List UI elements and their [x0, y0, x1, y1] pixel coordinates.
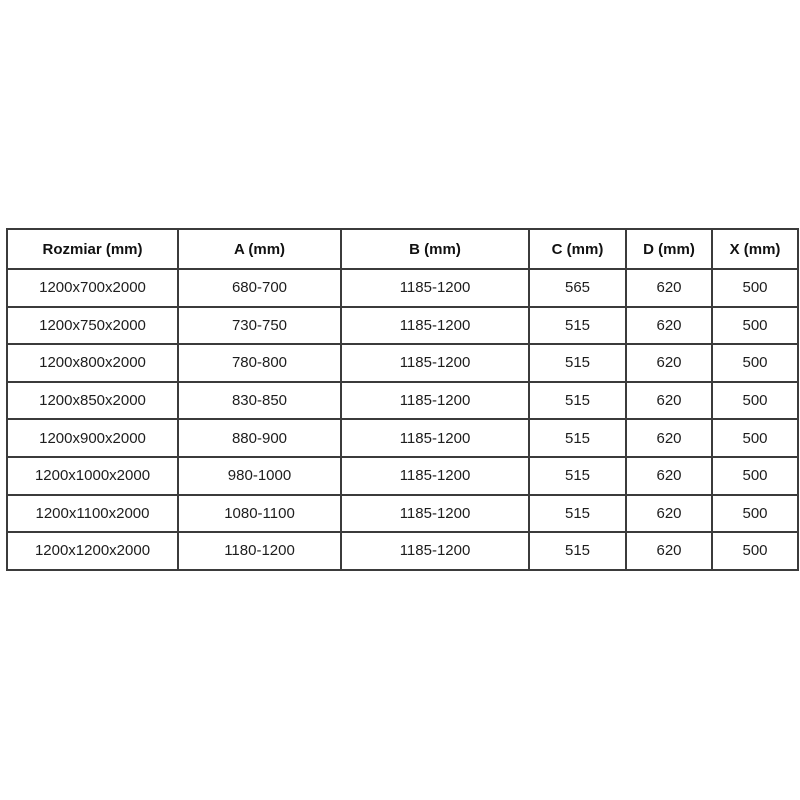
- cell-d: 620: [626, 269, 712, 307]
- cell-d: 620: [626, 495, 712, 533]
- cell-a: 1180-1200: [178, 532, 341, 570]
- cell-rozmiar: 1200x1200x2000: [7, 532, 178, 570]
- cell-d: 620: [626, 457, 712, 495]
- cell-rozmiar: 1200x850x2000: [7, 382, 178, 420]
- table-row: [7, 382, 798, 420]
- cell-rozmiar: 1200x750x2000: [7, 307, 178, 345]
- cell-x: 500: [712, 419, 798, 457]
- cell-c: 515: [529, 344, 626, 382]
- cell-c: 515: [529, 532, 626, 570]
- table-row: [7, 419, 798, 457]
- cell-b: 1185-1200: [341, 495, 529, 533]
- cell-b: 1185-1200: [341, 457, 529, 495]
- cell-x: 500: [712, 307, 798, 345]
- cell-c: 515: [529, 457, 626, 495]
- cell-c: 515: [529, 307, 626, 345]
- cell-rozmiar: 1200x800x2000: [7, 344, 178, 382]
- cell-rozmiar: 1200x900x2000: [7, 419, 178, 457]
- cell-a: 780-800: [178, 344, 341, 382]
- table-row: [7, 532, 798, 570]
- cell-c: 515: [529, 382, 626, 420]
- table-row: [7, 269, 798, 307]
- cell-a: 880-900: [178, 419, 341, 457]
- cell-c: 515: [529, 419, 626, 457]
- cell-d: 620: [626, 382, 712, 420]
- table-row: [7, 344, 798, 382]
- table-row: [7, 307, 798, 345]
- cell-a: 830-850: [178, 382, 341, 420]
- cell-a: 680-700: [178, 269, 341, 307]
- column-header-d: D (mm): [626, 229, 712, 269]
- cell-a: 980-1000: [178, 457, 341, 495]
- cell-b: 1185-1200: [341, 382, 529, 420]
- header-row: [7, 229, 798, 269]
- cell-b: 1185-1200: [341, 307, 529, 345]
- cell-c: 515: [529, 495, 626, 533]
- cell-b: 1185-1200: [341, 419, 529, 457]
- cell-x: 500: [712, 532, 798, 570]
- cell-d: 620: [626, 419, 712, 457]
- column-header-rozmiar: Rozmiar (mm): [7, 229, 178, 269]
- cell-x: 500: [712, 269, 798, 307]
- cell-rozmiar: 1200x1100x2000: [7, 495, 178, 533]
- cell-b: 1185-1200: [341, 344, 529, 382]
- cell-a: 1080-1100: [178, 495, 341, 533]
- column-header-x: X (mm): [712, 229, 798, 269]
- cell-b: 1185-1200: [341, 532, 529, 570]
- column-header-c: C (mm): [529, 229, 626, 269]
- cell-x: 500: [712, 495, 798, 533]
- cell-x: 500: [712, 344, 798, 382]
- cell-c: 565: [529, 269, 626, 307]
- cell-d: 620: [626, 344, 712, 382]
- cell-a: 730-750: [178, 307, 341, 345]
- column-header-a: A (mm): [178, 229, 341, 269]
- cell-x: 500: [712, 382, 798, 420]
- cell-d: 620: [626, 307, 712, 345]
- table-row: [7, 457, 798, 495]
- table-row: [7, 495, 798, 533]
- cell-rozmiar: 1200x1000x2000: [7, 457, 178, 495]
- column-header-b: B (mm): [341, 229, 529, 269]
- dimensions-table-container: [6, 228, 797, 571]
- dimensions-table: [6, 228, 799, 571]
- cell-b: 1185-1200: [341, 269, 529, 307]
- cell-x: 500: [712, 457, 798, 495]
- cell-d: 620: [626, 532, 712, 570]
- cell-rozmiar: 1200x700x2000: [7, 269, 178, 307]
